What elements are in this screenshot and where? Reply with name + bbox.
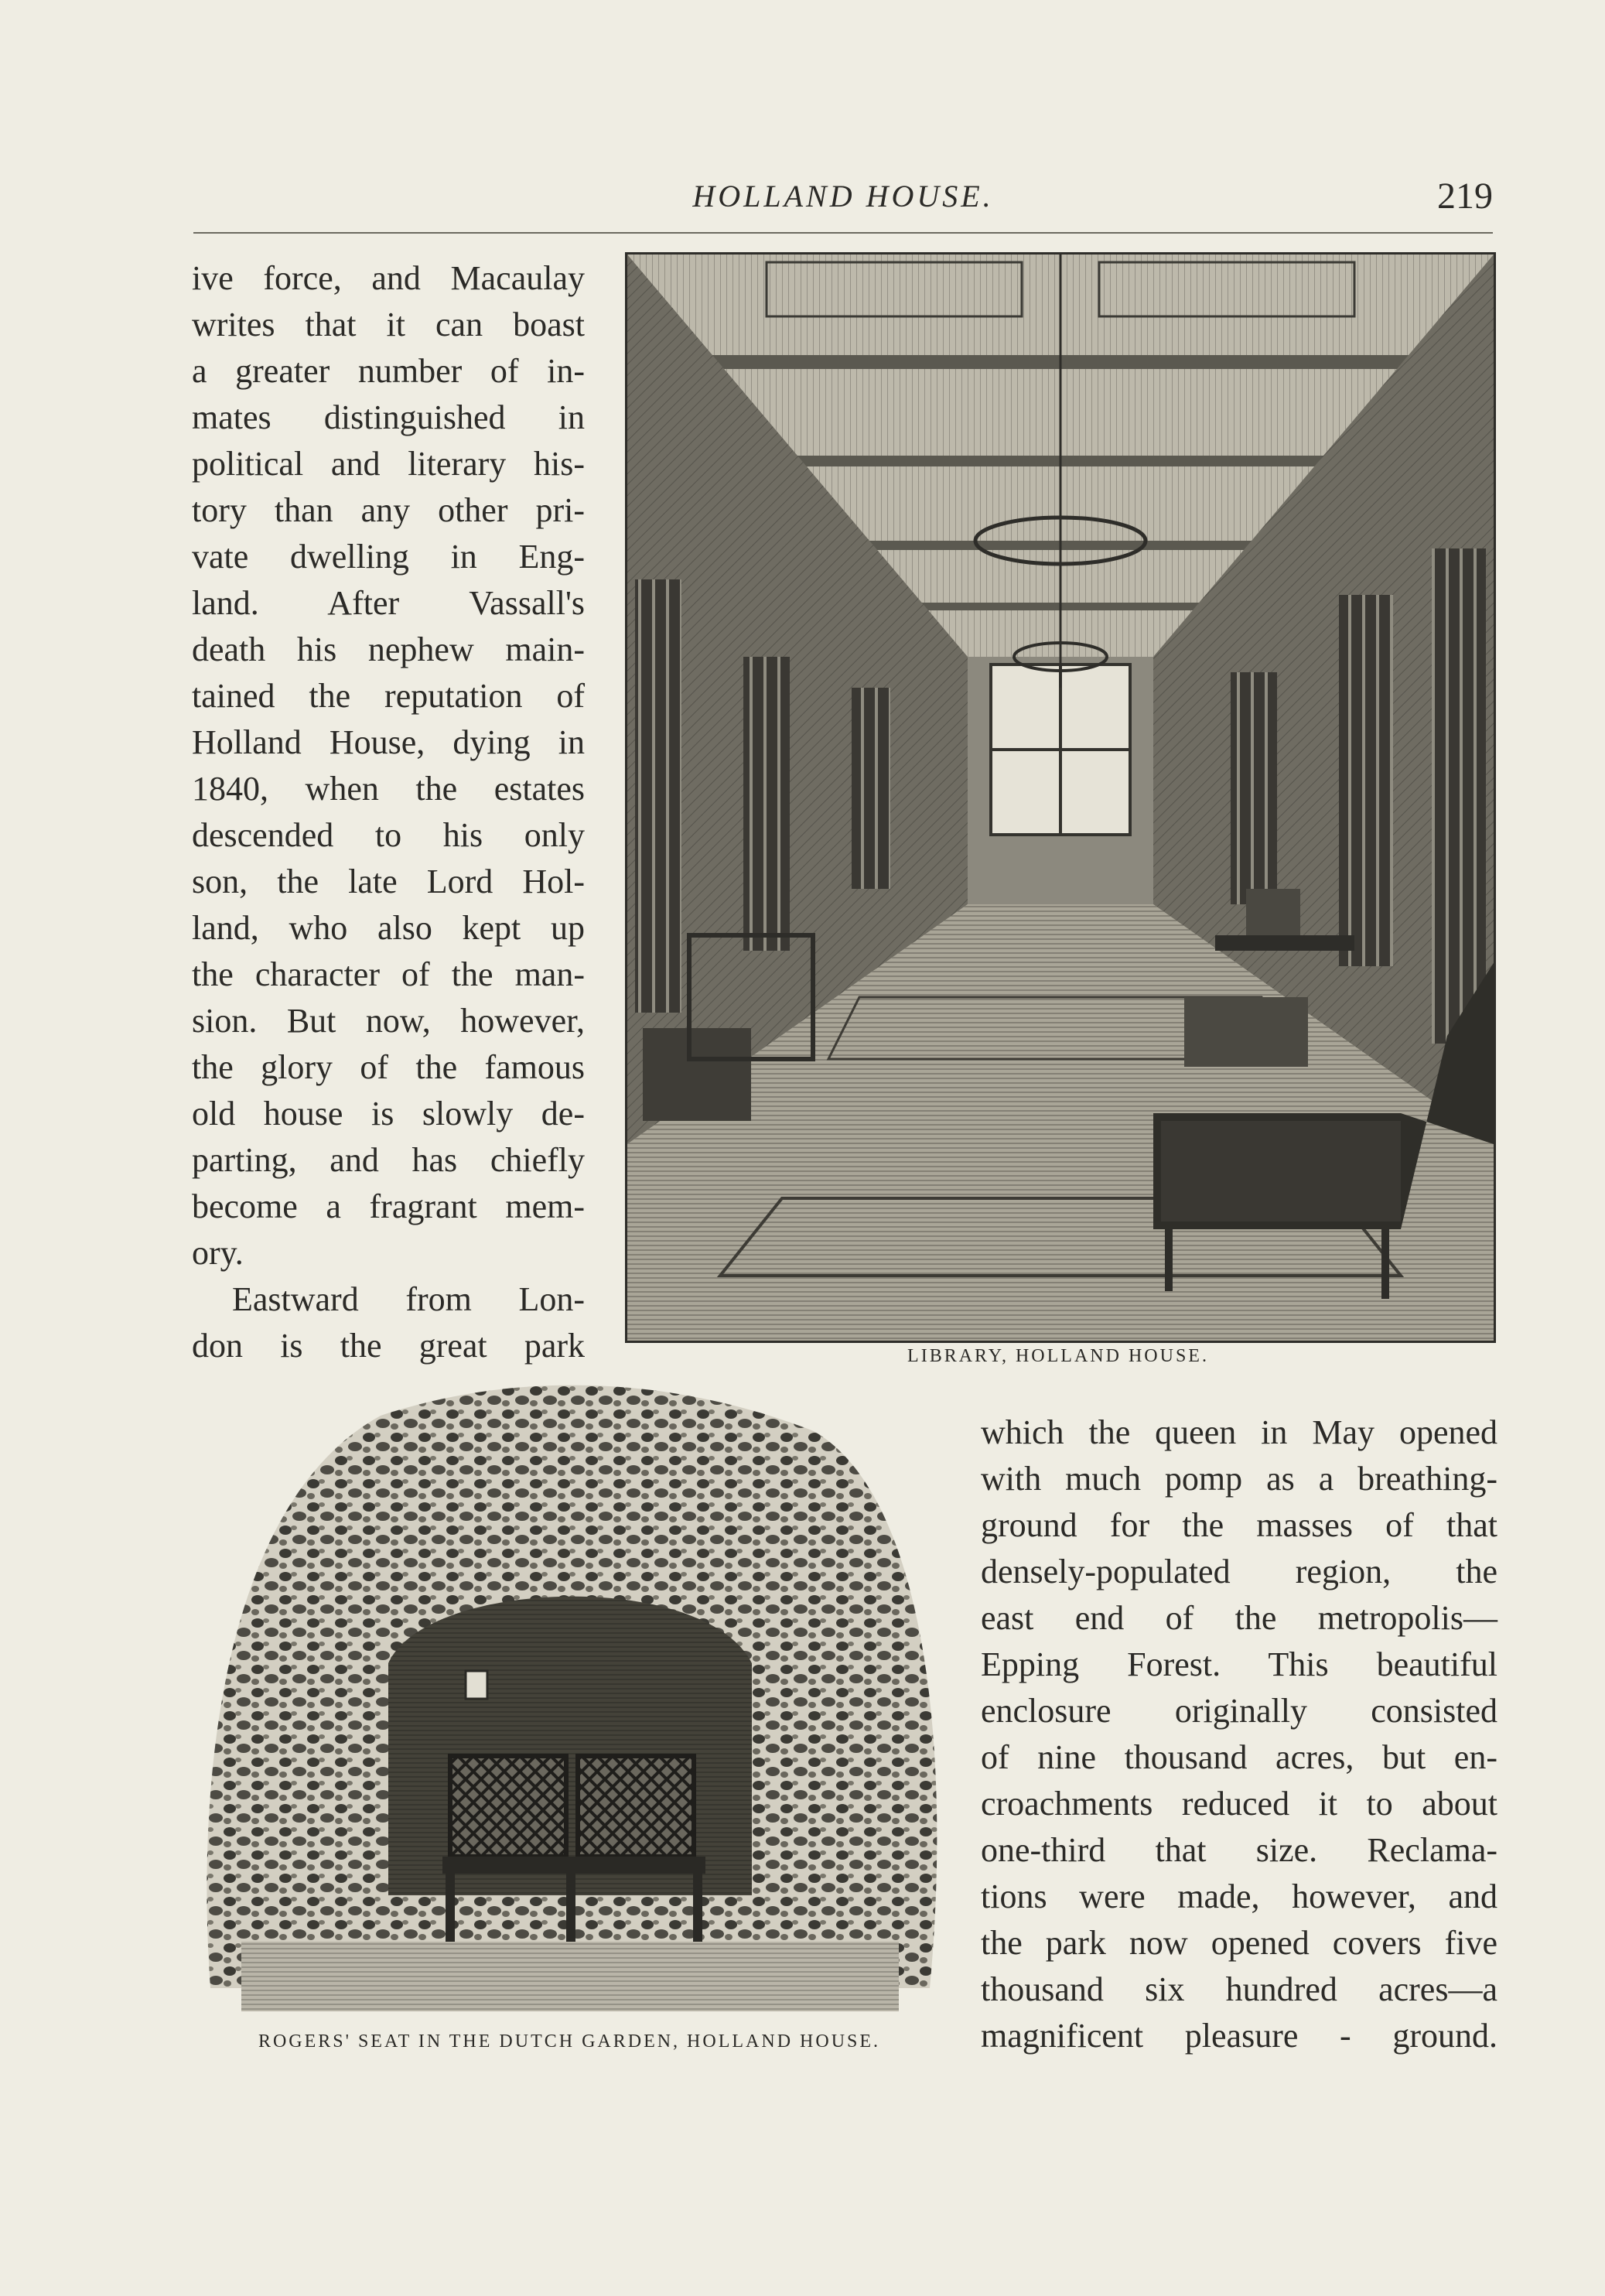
- text-line: tions were made, however, and: [981, 1877, 1497, 1915]
- text-line: political and literary his-: [192, 445, 585, 483]
- page-number: 219: [1437, 176, 1493, 217]
- text-line: the park now opened covers five: [981, 1924, 1497, 1962]
- header-rule: [193, 232, 1493, 234]
- text-line: one-third that size. Reclama-: [981, 1831, 1497, 1869]
- right-text-column: [981, 1409, 1497, 2059]
- text-line: tained the reputation of: [192, 677, 585, 715]
- text-line: land, who also kept up: [192, 909, 585, 947]
- running-head: [193, 175, 1493, 221]
- text-line: with much pomp as a breathing-: [981, 1460, 1497, 1498]
- text-line: Holland House, dying in: [192, 723, 585, 761]
- text-line: east end of the metropolis—: [981, 1599, 1497, 1637]
- library-illustration: [627, 255, 1494, 1341]
- text-line: Eastward from Lon-: [232, 1280, 585, 1318]
- text-line: the character of the man-: [192, 955, 585, 993]
- text-line: ory.: [192, 1234, 244, 1272]
- text-line: enclosure originally consisted: [981, 1692, 1497, 1730]
- text-line: land. After Vassall's: [192, 584, 585, 622]
- text-line: magnificent pleasure - ground.: [981, 2017, 1497, 2055]
- text-line: sion. But now, however,: [192, 1002, 585, 1040]
- text-line: tory than any other pri-: [192, 491, 585, 529]
- text-line: the glory of the famous: [192, 1048, 585, 1086]
- left-text-column: [192, 255, 585, 1369]
- text-line: of nine thousand acres, but en-: [981, 1738, 1497, 1776]
- text-line: don is the great park: [192, 1327, 585, 1365]
- text-line: 1840, when the estates: [192, 770, 585, 808]
- running-title: HOLLAND HOUSE.: [692, 179, 994, 214]
- text-line: ive force, and Macaulay: [192, 259, 585, 297]
- text-line: mates distinguished in: [192, 398, 585, 436]
- text-line: old house is slowly de-: [192, 1095, 585, 1133]
- garden-caption: ROGERS' SEAT IN THE DUTCH GARDEN, HOLLAND HOUSE.: [258, 2031, 881, 2052]
- text-line: ground for the masses of that: [981, 1506, 1497, 1544]
- text-line: death his nephew main-: [192, 630, 585, 668]
- text-line: writes that it can boast: [192, 306, 585, 343]
- text-line: croachments reduced it to about: [981, 1785, 1497, 1823]
- text-line: vate dwelling in Eng-: [192, 538, 585, 576]
- text-line: parting, and has chiefly: [192, 1141, 585, 1179]
- text-line: densely-populated region, the: [981, 1553, 1497, 1590]
- text-line: thousand six hundred acres—a: [981, 1970, 1497, 2008]
- library-caption: LIBRARY, HOLLAND HOUSE.: [907, 1346, 1209, 1366]
- text-line: son, the late Lord Hol-: [192, 863, 585, 900]
- text-line: become a fragrant mem-: [192, 1187, 585, 1225]
- garden-engraving: [195, 1385, 944, 2024]
- garden-illustration: [195, 1385, 944, 2024]
- text-line: Epping Forest. This beautiful: [981, 1645, 1497, 1683]
- text-line: a greater number of in-: [192, 352, 585, 390]
- text-line: descended to his only: [192, 816, 585, 854]
- text-line: which the queen in May opened: [981, 1413, 1497, 1451]
- library-engraving: [625, 252, 1496, 1343]
